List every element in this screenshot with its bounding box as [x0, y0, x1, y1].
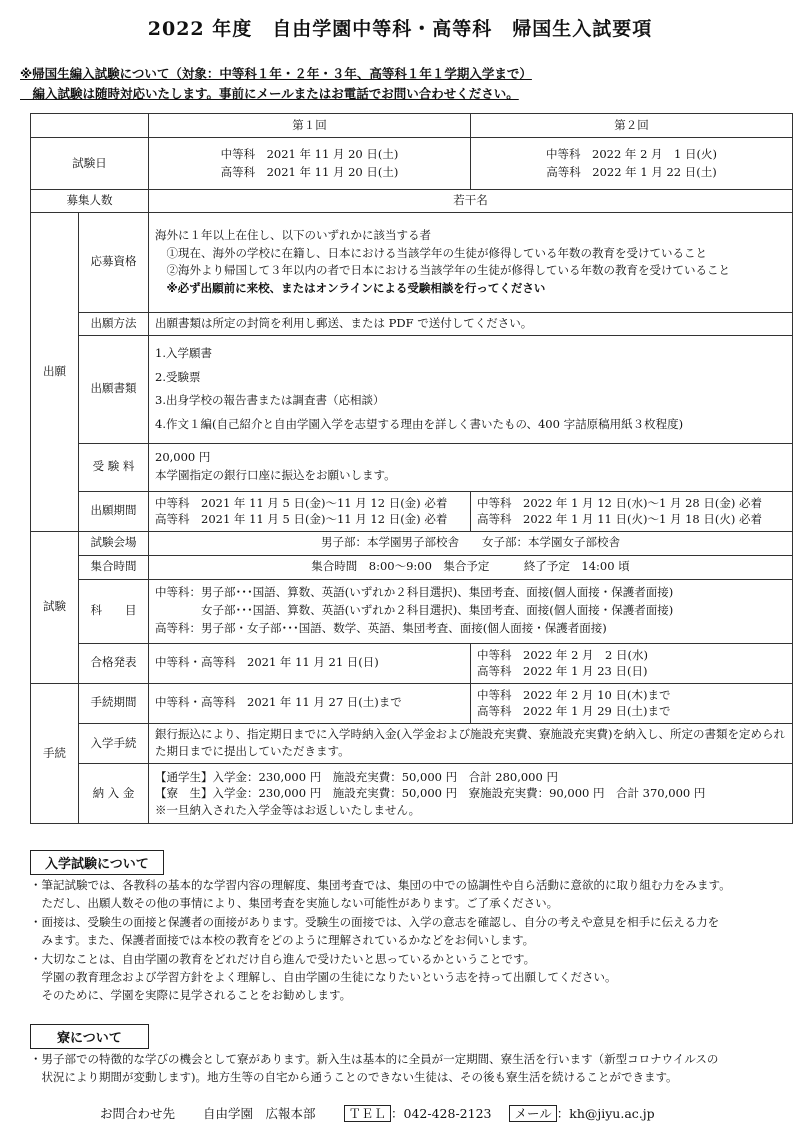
exam-date-label: 試験日 [31, 138, 149, 190]
capacity-label: 募集人数 [31, 190, 149, 213]
proc-period-label: 手続期間 [79, 683, 149, 723]
period-label: 出願期間 [79, 491, 149, 531]
contact-org: 自由学園 広報本部 [203, 1106, 316, 1121]
procedure-section-label: 手続 [31, 683, 79, 824]
page-title: 2022 年度 自由学園中等科・高等科 帰国生入試要項 [147, 18, 653, 40]
contact-label: お問合わせ先 [100, 1106, 176, 1121]
about-dorm-heading: 寮について [30, 1024, 149, 1049]
eligibility-value: 海外に１年以上在住し、以下のいずれかに該当する者 ①現在、海外の学校に在籍し、日本における当該学年の生徒が修得している年数の教育を受けていること ②海外より帰国して３年以内の者で日本における当該学年の生徒が修得している年数の教育を受けていること ※必ず出願前に来校、またはオンラインによる受験相談を行ってください [149, 212, 793, 312]
eligibility-note: ※必ず出願前に来校、またはオンラインによる受験相談を行ってください [155, 281, 546, 296]
notice-line-1: ※帰国生編入試験について（対象：中等科１年・２年・３年、高等科１年１学期入学まで） [20, 66, 532, 81]
application-section-label: 出願 [31, 212, 79, 531]
round1-header: 第１回 [149, 114, 471, 138]
gather-label: 集合時間 [79, 555, 149, 579]
round2-header: 第２回 [471, 114, 793, 138]
tel-label: ＴＥＬ [344, 1105, 392, 1122]
fee-label: 受 験 料 [79, 443, 149, 491]
subjects-value: 中等科：男子部･･･国語、算数、英語(いずれか２科目選択)、集団考査、面接(個人面接・保護者面接) 女子部･･･国語、算数、英語(いずれか２科目選択)、集団考査、面接(個人面接・保護者面接) 高等科：男子部・女子部･･･国語、数学、英語、集団考査、面接(個人面接・保護者面接) [149, 579, 793, 643]
proc-period-r1: 中等科・高等科 2021 年 11 月 27 日(土)まで [149, 683, 471, 723]
exam-date-r1: 中等科 2021 年 11 月 20 日(土) 高等科 2021 年 11 月 20 日(土) [149, 138, 471, 190]
result-label: 合格発表 [79, 643, 149, 683]
tel-number[interactable]: ：042-428-2123 [391, 1106, 492, 1121]
result-r2: 中等科 2022 年 2 月 2 日(水) 高等科 2022 年 1 月 23 日(日) [471, 643, 793, 683]
method-label: 出願方法 [79, 312, 149, 335]
subjects-label: 科 目 [79, 579, 149, 643]
method-value: 出願書類は所定の封筒を利用し郵送、または PDF で送付してください。 [149, 312, 793, 335]
period-r1: 中等科 2021 年 11 月 5 日(金)～11 月 12 日(金) 必着 高等科 2021 年 11 月 5 日(金)～11 月 12 日(金) 必着 [149, 491, 471, 531]
about-exam-heading: 入学試験について [30, 850, 164, 875]
eligibility-label: 応募資格 [79, 212, 149, 312]
about-exam-body: ・筆記試験では、各教科の基本的な学習内容の理解度、集団考査では、集団の中での協調性や自ら活動に意欲的に取り組む力をみます。 ただし、出願人数その他の事情により、集団考査を実施しない可能性があります。ご了承ください。 ・面接は、受験生の面接と保護者の面接があります。受験生の面接では、入学の意志を確認し、自分の考えや意見を相手に伝える力を みます。また、保護者面接では本校の教育をどのように理解されているかなどをお伺いします。 ・大切なことは、自由学園の教育をどれだけ自ら進んで受けたいと思っているかということです。 学園の教育理念および学習方針をよく理解し、自由学園の生徒になりたいという志を持って出願してください。 そのために、学園を実際に見学されることをお勧めします。 [30, 878, 731, 1003]
enroll-value: 銀行振込により、指定期日までに入学時納入金(入学金および施設充実費、寮施設充実費)を納入し、所定の書類を定められた期日までに提出していただきます。 [149, 723, 793, 764]
capacity-value: 若干名 [149, 190, 793, 213]
documents-value: 1.入学願書 2.受験票 3.出身学校の報告書または調査書（応相談） 4.作文１編(自己紹介と自由学園入学を志望する理由を詳しく書いたもの、400 字詰原稿用紙３枚程度) [149, 335, 793, 443]
exam-section-label: 試験 [31, 531, 79, 683]
notice-line-2: 編入試験は随時対応いたします。事前にメールまたはお電話でお問い合わせください。 [20, 86, 519, 101]
mail-label: メール [509, 1105, 556, 1122]
payment-value: 【通学生】入学金：230,000 円 施設充実費：50,000 円 合計 280,000 円 【寮 生】入学金：230,000 円 施設充実費：50,000 円 寮施設充実費：90,000 円 合計 370,000 円 ※一旦納入された入学金等はお返しいたしません。 [149, 764, 793, 824]
venue-label: 試験会場 [79, 531, 149, 555]
mail-address[interactable]: ：kh@jiyu.ac.jp [556, 1106, 655, 1121]
result-r1: 中等科・高等科 2021 年 11 月 21 日(日) [149, 643, 471, 683]
fee-value: 20,000 円 本学園指定の銀行口座に振込をお願いします。 [149, 443, 793, 491]
proc-period-r2: 中等科 2022 年 2 月 10 日(木)まで 高等科 2022 年 1 月 29 日(土)まで [471, 683, 793, 723]
exam-date-r2: 中等科 2022 年 2 月 1 日(火) 高等科 2022 年 1 月 22 日(土) [471, 138, 793, 190]
venue-value: 男子部：本学園男子部校舎 女子部：本学園女子部校舎 [149, 531, 793, 555]
exam-table [30, 113, 793, 824]
documents-label: 出願書類 [79, 335, 149, 443]
about-dorm-body: ・男子部での特徴的な学びの機会として寮があります。新入生は基本的に全員が一定期間、寮生活を行います（新型コロナウイルスの 状況により期間が変動します)。地方生等の自宅から通うことのできない生徒は、その後も寮生活を続けることができます。 [30, 1052, 719, 1085]
period-r2: 中等科 2022 年 1 月 12 日(水)～1 月 28 日(金) 必着 高等科 2022 年 1 月 11 日(火)～1 月 18 日(火) 必着 [471, 491, 793, 531]
payment-label: 納 入 金 [79, 764, 149, 824]
enroll-label: 入学手続 [79, 723, 149, 764]
contact-footer [100, 1104, 661, 1122]
gather-value: 集合時間 8:00～9:00 集合予定 終了予定 14:00 頃 [149, 555, 793, 579]
